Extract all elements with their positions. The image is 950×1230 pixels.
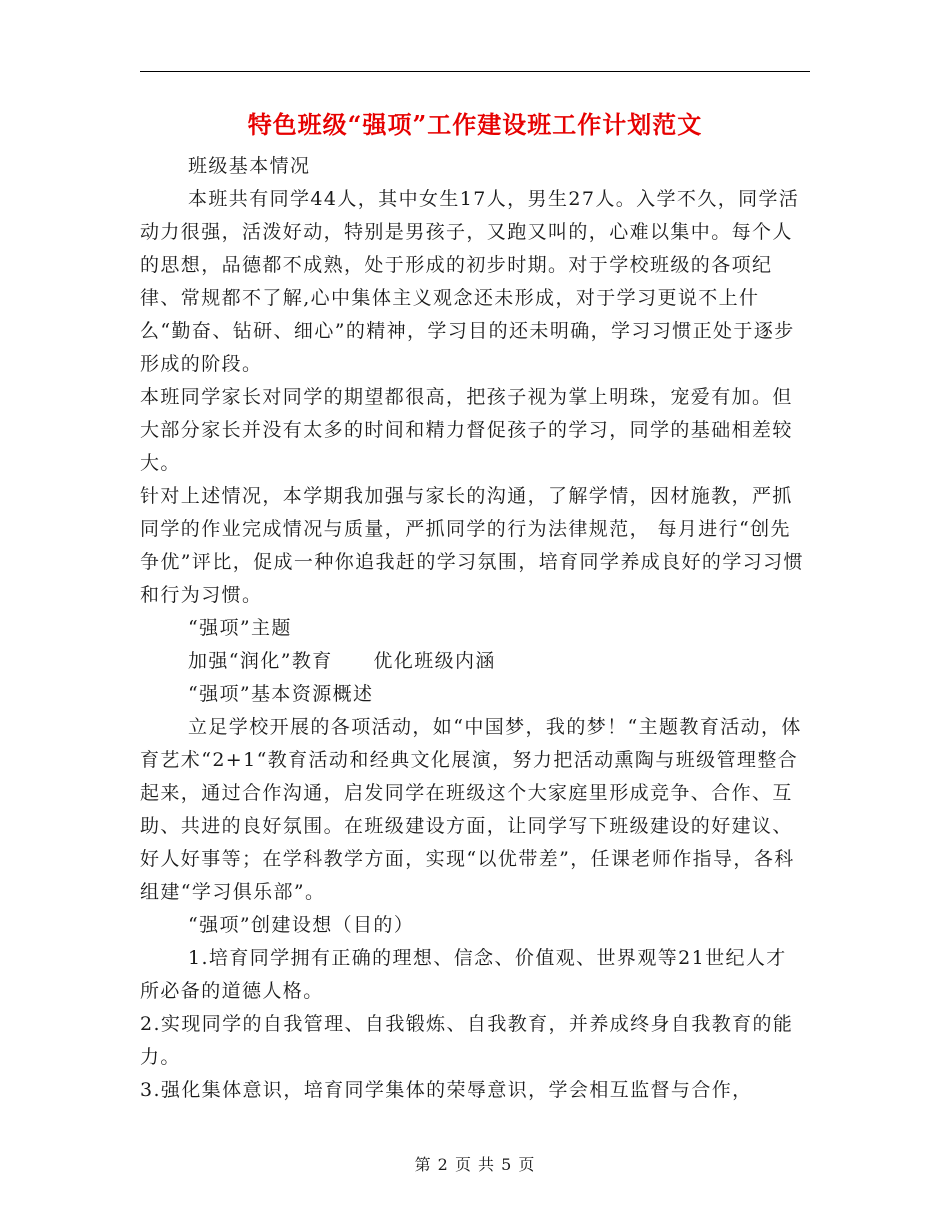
page-number: 第 2 页 共 5 页 <box>414 1155 536 1174</box>
paragraph: “强项”基本资源概述 <box>188 683 374 705</box>
paragraph: 班级基本情况 <box>188 155 311 177</box>
paragraph: 2.实现同学的自我管理、自我锻炼、自我教育，并养成终身自我教育的能力。 <box>140 1013 794 1068</box>
paragraph: “强项”创建设想（目的） <box>188 914 415 936</box>
paragraph: 本班同学家长对同学的期望都很高，把孩子视为掌上明珠，宠爱有加。但大部分家长并没有太多的时间和精力督促孩子的学习，同学的基础相差较大。 <box>140 386 793 474</box>
paragraph: 3.强化集体意识，培育同学集体的荣辱意识，学会相互监督与合作， <box>140 1079 753 1101</box>
document-title: 特色班级“强项”工作建设班工作计划范文 <box>247 110 703 139</box>
paragraph: 1.培育同学拥有正确的理想、信念、价值观、世界观等21世纪人才所必备的道德人格。 <box>140 947 787 1002</box>
header-rule <box>140 71 810 72</box>
paragraph: 本班共有同学44人，其中女生17人，男生27人。入学不久，同学活动力很强，活泼好动，特别是男孩子，又跑又叫的，心难以集中。每个人的思想，品德都不成熟，处于形成的初步时期。对于学校班级的各项纪律、常规都不了解,心中集体主义观念还未形成，对于学习更说不上什么“勤奋、钻研、细心”的精神，学习目的还未明确，学习习惯正处于逐步形成的阶段。 <box>140 188 800 375</box>
paragraph: 加强“润化”教育 优化班级内涵 <box>188 650 496 672</box>
paragraph: 针对上述情况，本学期我加强与家长的沟通，了解学情，因材施教，严抓同学的作业完成情况与质量，严抓同学的行为法律规范， 每月进行“创先争优”评比，促成一种你追我赶的学习氛围，培育同学养成良好的学习习惯和行为习惯。 <box>140 485 804 606</box>
document-body <box>140 150 805 1107</box>
paragraph: “强项”主题 <box>188 617 292 639</box>
paragraph: 立足学校开展的各项活动，如“中国梦，我的梦！“主题教育活动，体育艺术“2+1“教育活动和经典文化展演，努力把活动熏陶与班级管理整合起来，通过合作沟通，启发同学在班级这个大家庭里形成竞争、合作、互助、共进的良好氛围。在班级建设方面，让同学写下班级建设的好建议、好人好事等；在学科教学方面，实现“以优带差”，任课老师作指导，各科组建“学习俱乐部”。 <box>140 716 802 903</box>
